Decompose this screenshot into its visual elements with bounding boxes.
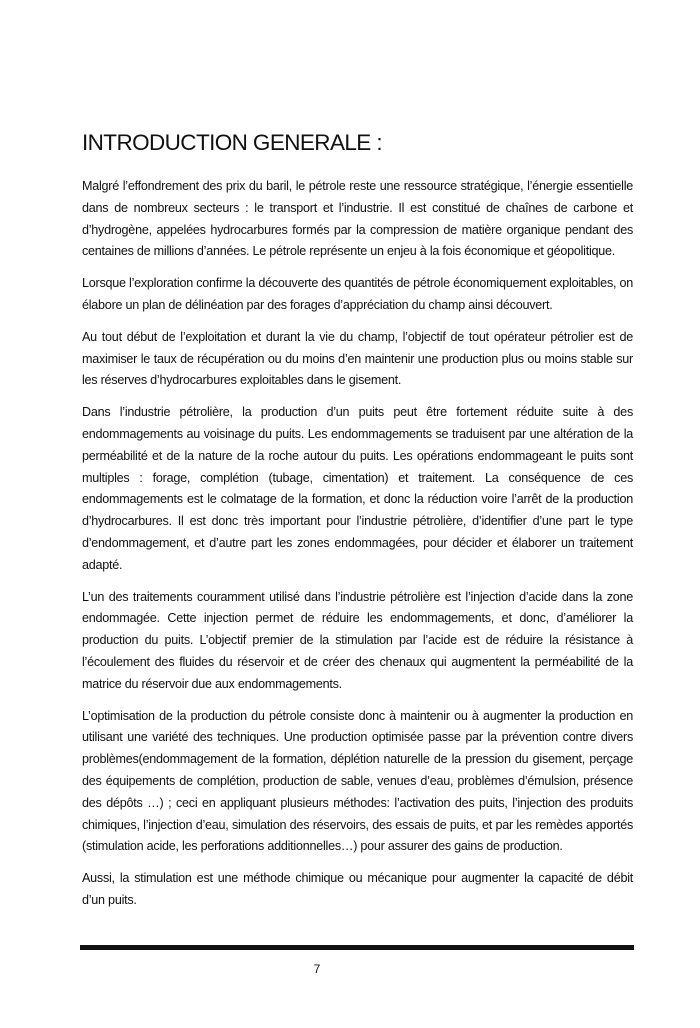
page-content (82, 128, 633, 922)
paragraph-damage: Dans l’industrie pétrolière, la production d’un puits peut être fortement réduite suite à des endommagements au voisinage du puits. Les endommagements se traduisent par une altération de la perméabilité et de la nature de la roche autour du puits. Les opérations endommageant le puits sont multiples : forage, complétion (tubage, cimentation) et traitement. La conséquence de ces endommagements est le colmatage de la formation, et donc la réduction voire l’arrêt de la production d’hydrocarbures. Il est donc très important pour l’industrie pétrolière, d’identifier d’une part le type d’endommagement, et d’autre part les zones endommagées, pour décider et élaborer un traitement adapté. (82, 405, 633, 572)
page-number: 7 (313, 962, 321, 976)
paragraph-context: Malgré l’effondrement des prix du baril, le pétrole reste une ressource stratégique, l’énergie essentielle dans de nombreux secteurs : le transport et l’industrie. Il est constitué de chaînes de carbone et d’hydrogène, appelées hydrocarbures formés par la compression de matière organique pendant des centaines de millions d’années. Le pétrole représente un enjeu à la fois économique et géopolitique. (82, 179, 633, 259)
footer-rule (80, 945, 634, 950)
paragraph-stimulation: Aussi, la stimulation est une méthode chimique ou mécanique pour augmenter la capacité de débit d’un puits. (82, 871, 633, 907)
section-title: INTRODUCTION GENERALE : (82, 130, 382, 155)
paragraph-exploitation: Au tout début de l’exploitation et durant la vie du champ, l’objectif de tout opérateur pétrolier est de maximiser le taux de récupération ou du moins d’en maintenir une production plus ou moins stable sur les réserves d’hydrocarbures exploitables dans le gisement. (82, 329, 633, 388)
paragraph-acid-treatment: L’un des traitements couramment utilisé dans l’industrie pétrolière est l’injection d’acide dans la zone endommagée. Cette injection permet de réduire les endommagements, et donc, d’améliorer la production du puits. L’objectif premier de la stimulation par l’acide est de réduire la résistance à l’écoulement des fluides du réservoir et de créer des chenaux qui augmentent la perméabilité de la matrice du réservoir due aux endommagements. (82, 589, 633, 691)
paragraph-exploration: Lorsque l’exploration confirme la découverte des quantités de pétrole économiquement exploitables, on élabore un plan de délinéation par des forages d’appréciation du champ ainsi découvert. (82, 276, 633, 312)
paragraph-optimisation: L’optimisation de la production du pétrole consiste donc à maintenir ou à augmenter la production en utilisant une variété des techniques. Une production optimisée passe par la prévention contre divers problèmes(endommagement de la formation, déplétion naturelle de la pression du gisement, perçage des équipements de complétion, production de sable, venues d’eau, problèmes d’émulsion, présence des dépôts …) ; ceci en appliquant plusieurs méthodes: l’activation des puits, l’injection des produits chimiques, l’injection d’eau, simulation des réservoirs, des essais de puits, et par les remèdes apportés (stimulation acide, les perforations additionnelles…) pour assurer des gains de production. (82, 708, 633, 854)
